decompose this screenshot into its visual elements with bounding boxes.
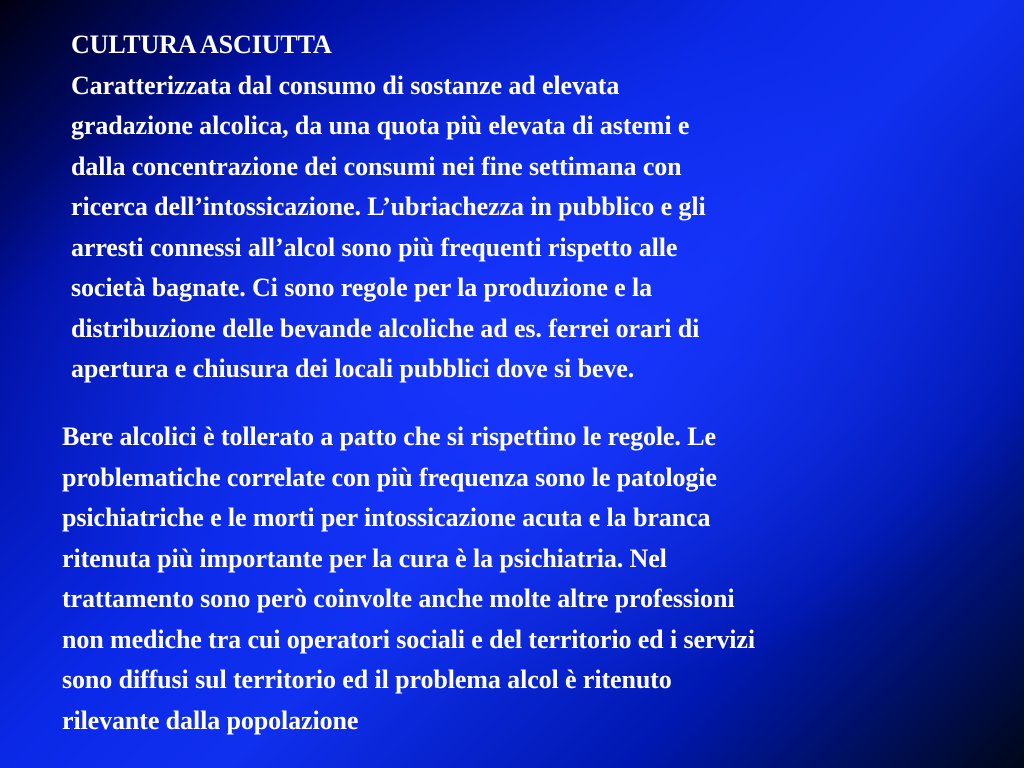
paragraph-line: problematiche correlate con più frequenza sono le patologie xyxy=(62,462,717,492)
paragraph-line: apertura e chiusura dei locali pubblici dove si beve. xyxy=(71,354,635,383)
paragraph-line: Caratterizzata dal consumo di sostanze ad elevata xyxy=(71,70,620,100)
paragraph-line: non mediche tra cui operatori sociali e del territorio ed i servizi xyxy=(62,624,755,654)
paragraph-line: trattamento sono però coinvolte anche molte altre professioni xyxy=(62,584,735,613)
paragraph-line: Bere alcolici è tollerato a patto che si rispettino le regole. Le xyxy=(62,422,716,451)
paragraph-line: distribuzione delle bevande alcoliche ad es. ferrei orari di xyxy=(71,313,700,343)
paragraph-line: dalla concentrazione dei consumi nei fine settimana con xyxy=(71,151,682,181)
text-block-cultura-asciutta xyxy=(71,25,951,390)
section-heading: CULTURA ASCIUTTA xyxy=(71,30,332,59)
text-block-bere-alcolici xyxy=(62,417,1002,741)
paragraph-line: psichiatriche e le morti per intossicazione acuta e la branca xyxy=(62,503,711,532)
paragraph-line: rilevante dalla popolazione xyxy=(62,705,359,735)
paragraph-line: ritenuta più importante per la cura è la psichiatria. Nel xyxy=(62,543,667,573)
paragraph-line: ricerca dell’intossicazione. L’ubriachezza in pubblico e gli xyxy=(71,192,706,221)
paragraph-line: arresti connessi all’alcol sono più frequenti rispetto alle xyxy=(71,232,678,262)
paragraph-line: società bagnate. Ci sono regole per la produzione e la xyxy=(71,273,653,302)
paragraph-line: sono diffusi sul territorio ed il problema alcol è ritenuto xyxy=(62,665,672,694)
paragraph-line: gradazione alcolica, da una quota più elevata di astemi e xyxy=(71,111,690,140)
